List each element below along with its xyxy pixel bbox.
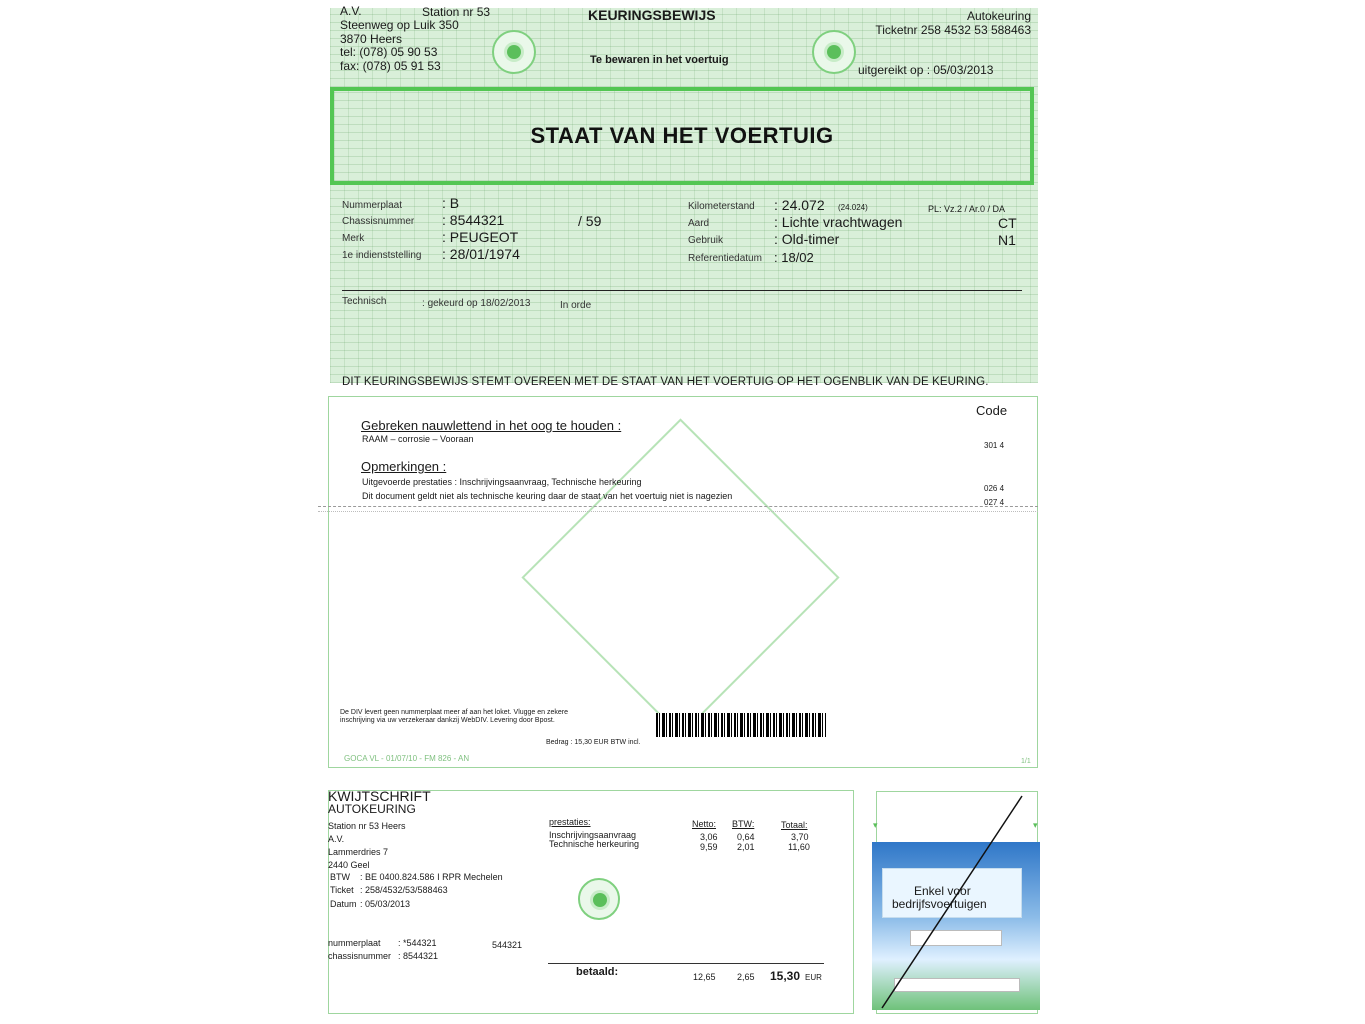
receipt-title: KWIJTSCHRIFT <box>328 788 431 804</box>
paid-label: betaald: <box>576 966 619 978</box>
chassis-value: : 8544321 <box>442 212 505 228</box>
ticket-number: Ticketnr 258 4532 53 588463 <box>875 23 1031 37</box>
keep-in-vehicle-note: Te bewaren in het voertuig <box>590 54 729 66</box>
chassis-label: Chassisnummer <box>342 216 415 227</box>
div-note-line: inschrijving via uw verzekeraar dankzij WebDIV. Levering door Bpost. <box>340 717 555 724</box>
receipt-subtitle: AUTOKEURING <box>328 802 416 816</box>
receipt-date-label: Datum <box>330 899 357 909</box>
receipt-btw-label: BTW <box>330 872 350 882</box>
paid-total: 15,30 <box>770 969 801 983</box>
remark-code: 027 4 <box>984 498 1005 507</box>
receipt-plate-label: nummerplaat <box>328 938 381 948</box>
remarks-title: Opmerkingen : <box>361 459 447 474</box>
commercial-only-line2: bedrijfsvoertuigen <box>892 897 987 911</box>
issue-date: uitgereikt op : 05/03/2013 <box>858 63 994 77</box>
service-btw: 0,64 <box>737 832 755 842</box>
document-title: KEURINGSBEWIJS <box>588 7 716 23</box>
amount-incl-vat: Bedrag : 15,30 EUR BTW incl. <box>546 739 641 746</box>
div-note <box>340 709 568 725</box>
first-registration-label: 1e indienststelling <box>342 250 422 261</box>
station-number: Station nr 53 <box>422 5 491 19</box>
odometer-previous: (24.024) <box>838 203 868 212</box>
remark-code: 026 4 <box>984 484 1005 493</box>
receipt-date-value: : 05/03/2013 <box>360 899 411 909</box>
receipt-ticket-label: Ticket <box>330 885 354 895</box>
reference-date-label: Referentiedatum <box>688 253 762 264</box>
first-registration-value: : 28/01/1974 <box>442 246 520 262</box>
service-total: 11,60 <box>788 842 810 852</box>
receipt-ticket-value: : 258/4532/53/588463 <box>360 885 448 895</box>
brand-label: Merk <box>342 233 365 244</box>
pl-info: PL: Vz.2 / Ar.0 / DA <box>928 204 1006 214</box>
total-divider <box>548 963 824 964</box>
type-label: Aard <box>688 218 710 229</box>
plate-label: Nummerplaat <box>342 200 403 211</box>
commercial-only-line1: Enkel voor <box>914 884 971 898</box>
btw-header: BTW: <box>732 819 755 829</box>
barcode <box>656 713 826 737</box>
plate-value: : B <box>442 195 460 211</box>
service-total: 3,70 <box>791 832 809 842</box>
page-number: 1/1 <box>1021 758 1031 765</box>
use-value: : Old-timer <box>774 231 840 247</box>
eye-logo-icon <box>812 30 856 74</box>
organization-name: Autokeuring <box>966 9 1031 23</box>
defect-code: 301 4 <box>984 441 1005 450</box>
cross-out-line <box>880 794 1024 1010</box>
service-name: Technische herkeuring <box>549 839 640 849</box>
service-netto: 9,59 <box>700 842 718 852</box>
technical-inspection-date: : gekeurd op 18/02/2013 <box>422 298 531 309</box>
technical-label: Technisch <box>342 296 387 307</box>
brand-value: : PEUGEOT <box>442 229 519 245</box>
reference-date-value: : 18/02 <box>774 250 814 265</box>
use-label: Gebruik <box>688 235 724 246</box>
code-header: Code <box>976 403 1008 418</box>
services-header: prestaties: <box>549 817 591 827</box>
odometer-value: : 24.072 <box>774 197 825 213</box>
defect-item: RAAM – corrosie – Vooraan <box>362 434 474 444</box>
station-fax: fax: (078) 05 91 53 <box>340 59 441 73</box>
receipt-plate-extra: 544321 <box>492 940 523 950</box>
use-code: N1 <box>998 232 1016 248</box>
receipt-station: Station nr 53 Heers <box>328 821 406 831</box>
service-name: Inschrijvingsaanvraag <box>549 830 637 840</box>
paid-btw: 2,65 <box>737 972 755 982</box>
type-code: CT <box>998 215 1017 231</box>
receipt-chassis-value: : 8544321 <box>398 951 439 961</box>
paid-netto: 12,65 <box>693 972 716 982</box>
type-value: : Lichte vrachtwagen <box>774 214 903 230</box>
odometer-label: Kilometerstand <box>688 201 755 212</box>
remark-item: Dit document geldt niet als technische keuring daar de staat van het voertuig niet is nagezien <box>362 491 733 501</box>
divider <box>342 290 1022 291</box>
technical-status: In orde <box>560 300 592 311</box>
vehicle-state-banner <box>330 87 1034 185</box>
receipt-name: A.V. <box>328 834 345 844</box>
station-tel: tel: (078) 05 90 53 <box>340 45 438 59</box>
arrow-down-icon: ▾ <box>873 820 878 830</box>
eye-logo-icon <box>578 878 620 920</box>
total-header: Totaal: <box>781 820 808 830</box>
station-street: Steenweg op Luik 350 <box>340 18 459 32</box>
netto-header: Netto: <box>692 819 717 829</box>
div-note-line: De DIV levert geen nummerplaat meer af aan het loket. Vlugge en zekere <box>340 709 569 716</box>
service-netto: 3,06 <box>700 832 718 842</box>
form-code: GOCA VL - 01/07/10 - FM 826 - AN <box>344 754 470 763</box>
vehicle-state-title: STAAT VAN HET VOERTUIG <box>530 123 834 148</box>
paid-currency: EUR <box>805 973 822 982</box>
receipt-btw-value: : BE 0400.824.586 I RPR Mechelen <box>360 872 503 882</box>
receipt-street: Lammerdries 7 <box>328 847 389 857</box>
fold-line <box>318 506 1038 512</box>
chassis-suffix: / 59 <box>578 213 602 229</box>
arrow-down-icon: ▾ <box>1033 820 1038 830</box>
service-btw: 2,01 <box>737 842 755 852</box>
conformity-statement: DIT KEURINGSBEWIJS STEMT OVEREEN MET DE STAAT VAN HET VOERTUIG OP HET OGENBLIK VAN DE KEURING. <box>342 376 989 388</box>
receipt-city: 2440 Geel <box>328 860 370 870</box>
station-name: A.V. <box>340 4 362 18</box>
station-city: 3870 Heers <box>340 32 403 46</box>
eye-logo-icon <box>492 30 536 74</box>
receipt-plate-value: : *544321 <box>398 938 437 948</box>
defects-title: Gebreken nauwlettend in het oog te houden : <box>361 418 622 433</box>
receipt-chassis-label: chassisnummer <box>328 951 392 961</box>
remark-item: Uitgevoerde prestaties : Inschrijvingsaanvraag, Technische herkeuring <box>362 477 642 487</box>
